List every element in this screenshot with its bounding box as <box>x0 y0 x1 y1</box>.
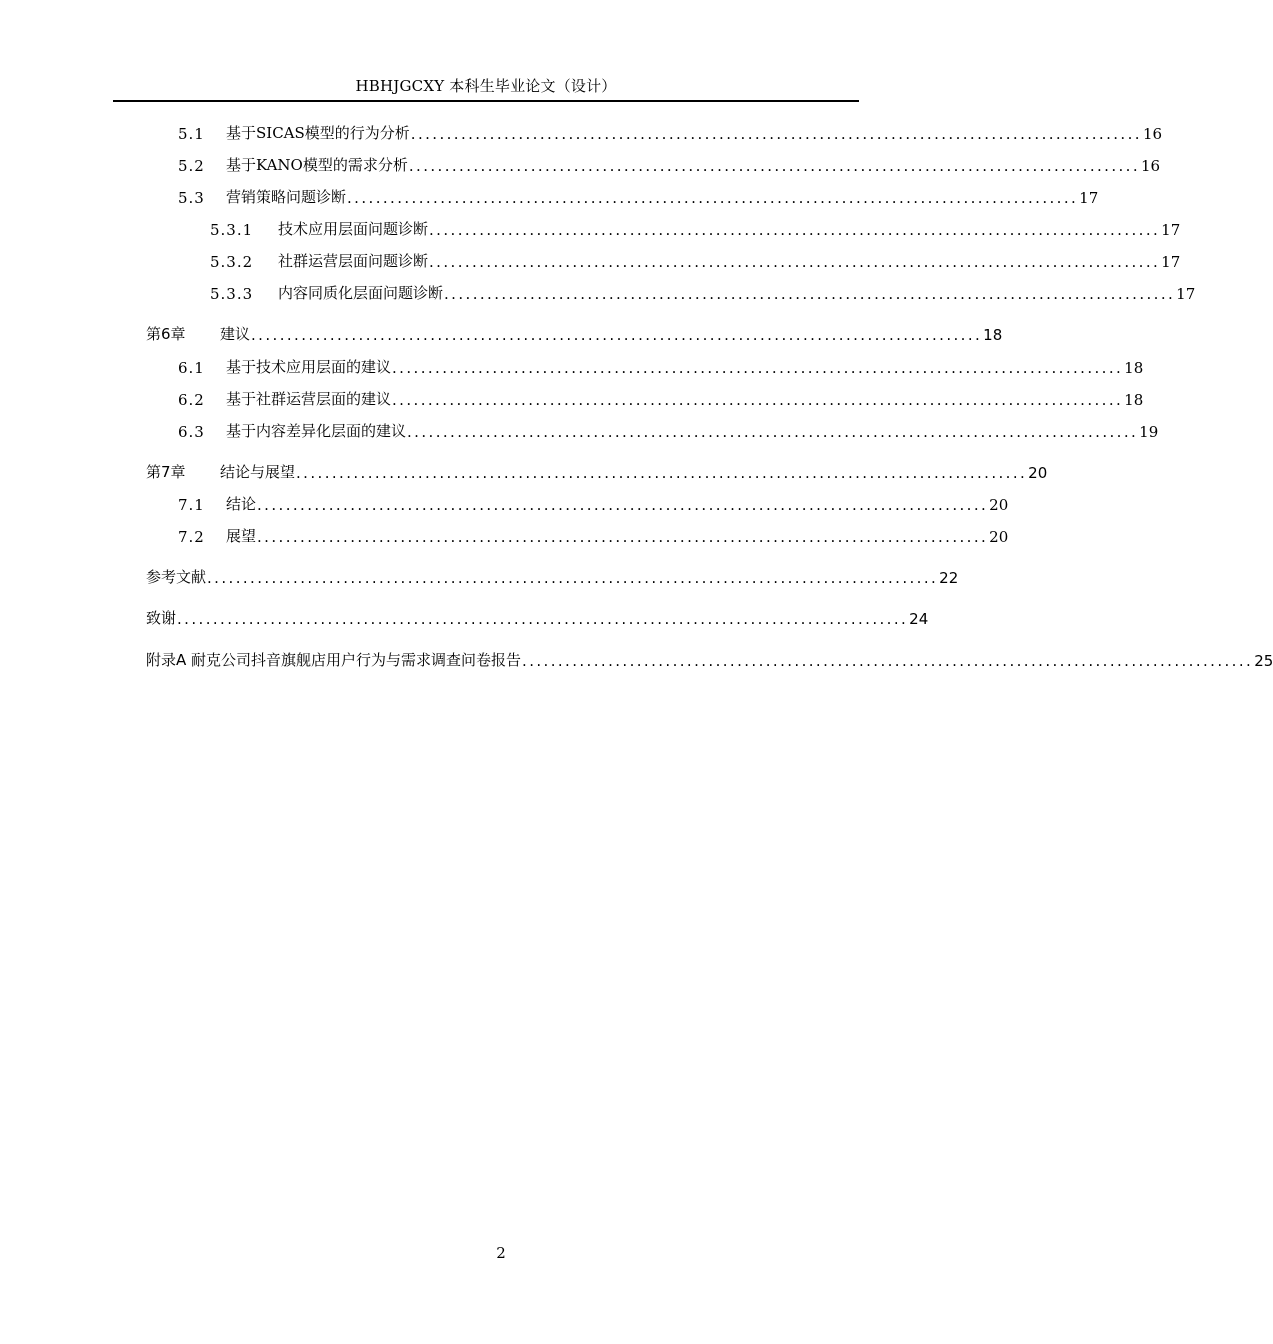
toc-page-number: 22 <box>939 569 959 587</box>
toc-number: 6.2 <box>178 391 205 409</box>
toc-number: 5.3.2 <box>210 253 254 271</box>
toc-title: 社群运营层面问题诊断 <box>278 252 429 270</box>
toc-leader-dots: ...................................................................................................... <box>392 391 1124 409</box>
toc-leader-dots: ...................................................................................................... <box>429 221 1161 239</box>
toc-page-number: 17 <box>1161 253 1181 271</box>
toc-title: 技术应用层面问题诊断 <box>278 220 429 238</box>
toc-entry-6-1[interactable] <box>178 355 1144 377</box>
toc-leader-dots: ...................................................................................................... <box>251 326 983 344</box>
toc-number: 5.1 <box>178 125 205 143</box>
toc-entry-7-1[interactable] <box>178 492 1009 514</box>
toc-entry-5-1[interactable] <box>178 121 1163 143</box>
toc-title: 结论与展望 <box>220 463 296 481</box>
toc-entry-5-3-3[interactable] <box>210 281 1196 303</box>
toc-title: 结论 <box>226 495 257 513</box>
toc-leader-dots: ...................................................................................................... <box>296 464 1028 482</box>
toc-title: 基于SICAS模型的行为分析 <box>226 124 410 142</box>
toc-number: 5.3.3 <box>210 285 254 303</box>
toc-chapter-number: 第7章 <box>146 463 186 481</box>
toc-page-number: 20 <box>989 496 1009 514</box>
toc-leader-dots: ...................................................................................................... <box>257 496 989 514</box>
toc-title: 营销策略问题诊断 <box>226 188 347 206</box>
toc-page-number: 24 <box>909 610 929 628</box>
toc-entry-6-2[interactable] <box>178 387 1144 409</box>
toc-number: 6.1 <box>178 359 205 377</box>
toc-entry-7-2[interactable] <box>178 524 1009 546</box>
toc-entry-5-3-1[interactable] <box>210 217 1181 239</box>
toc-entry-appendix-a[interactable] <box>146 648 1273 670</box>
toc-title: 参考文献 <box>146 568 207 586</box>
toc-leader-dots: ...................................................................................................... <box>347 189 1079 207</box>
toc-page-number: 19 <box>1139 423 1159 441</box>
toc-entry-5-3-2[interactable] <box>210 249 1181 271</box>
toc-title: 基于社群运营层面的建议 <box>226 390 392 408</box>
toc-title: 建议 <box>220 325 251 343</box>
toc-page-number: 25 <box>1254 652 1273 670</box>
toc-title: 致谢 <box>146 609 177 627</box>
toc-page-number: 17 <box>1176 285 1196 303</box>
toc-number: 5.3 <box>178 189 205 207</box>
toc-title: 内容同质化层面问题诊断 <box>278 284 444 302</box>
toc-page-number: 16 <box>1141 157 1161 175</box>
toc-leader-dots: ...................................................................................................... <box>207 569 939 587</box>
toc-title: 展望 <box>226 527 257 545</box>
toc-number: 5.3.1 <box>210 221 254 239</box>
toc-leader-dots: ...................................................................................................... <box>522 652 1254 670</box>
toc-page-number: 18 <box>1124 359 1144 377</box>
toc-leader-dots: ...................................................................................................... <box>407 423 1139 441</box>
toc-page-number: 18 <box>1124 391 1144 409</box>
toc-title: 基于技术应用层面的建议 <box>226 358 392 376</box>
toc-entry-chapter-7[interactable] <box>146 460 1048 482</box>
toc-entry-5-2[interactable] <box>178 153 1161 175</box>
toc-number: 6.3 <box>178 423 205 441</box>
toc-leader-dots: ...................................................................................................... <box>177 610 909 628</box>
toc-leader-dots: ...................................................................................................... <box>392 359 1124 377</box>
toc-page-number: 17 <box>1079 189 1099 207</box>
toc-entry-chapter-6[interactable] <box>146 322 1003 344</box>
toc-title: 附录A 耐克公司抖音旗舰店用户行为与需求调查问卷报告 <box>146 651 522 669</box>
toc-title: 基于KANO模型的需求分析 <box>226 156 408 174</box>
toc-page-number: 20 <box>989 528 1009 546</box>
toc-entry-references[interactable] <box>146 565 959 587</box>
toc-leader-dots: ...................................................................................................... <box>429 253 1161 271</box>
toc-page-number: 16 <box>1142 125 1163 143</box>
toc-leader-dots: ...................................................................................................... <box>408 157 1141 175</box>
page-number-footer: 2 <box>496 1244 506 1262</box>
toc-title: 基于内容差异化层面的建议 <box>226 422 407 440</box>
toc-page-number: 18 <box>983 326 1003 344</box>
toc-number: 5.2 <box>178 157 205 175</box>
toc-number: 7.1 <box>178 496 205 514</box>
toc-entry-6-3[interactable] <box>178 419 1159 441</box>
page-header: HBHJGCXY 本科生毕业论文（设计） <box>355 77 617 95</box>
toc-page-number: 20 <box>1028 464 1048 482</box>
toc-leader-dots: ...................................................................................................... <box>444 285 1176 303</box>
toc-entry-acknowledgements[interactable] <box>146 606 929 628</box>
toc-entry-5-3[interactable] <box>178 185 1099 207</box>
toc-number: 7.2 <box>178 528 205 546</box>
toc-page-number: 17 <box>1161 221 1181 239</box>
toc-chapter-number: 第6章 <box>146 325 186 343</box>
toc-leader-dots: ...................................................................................................... <box>257 528 989 546</box>
toc-leader-dots: ...................................................................................................... <box>410 125 1142 143</box>
